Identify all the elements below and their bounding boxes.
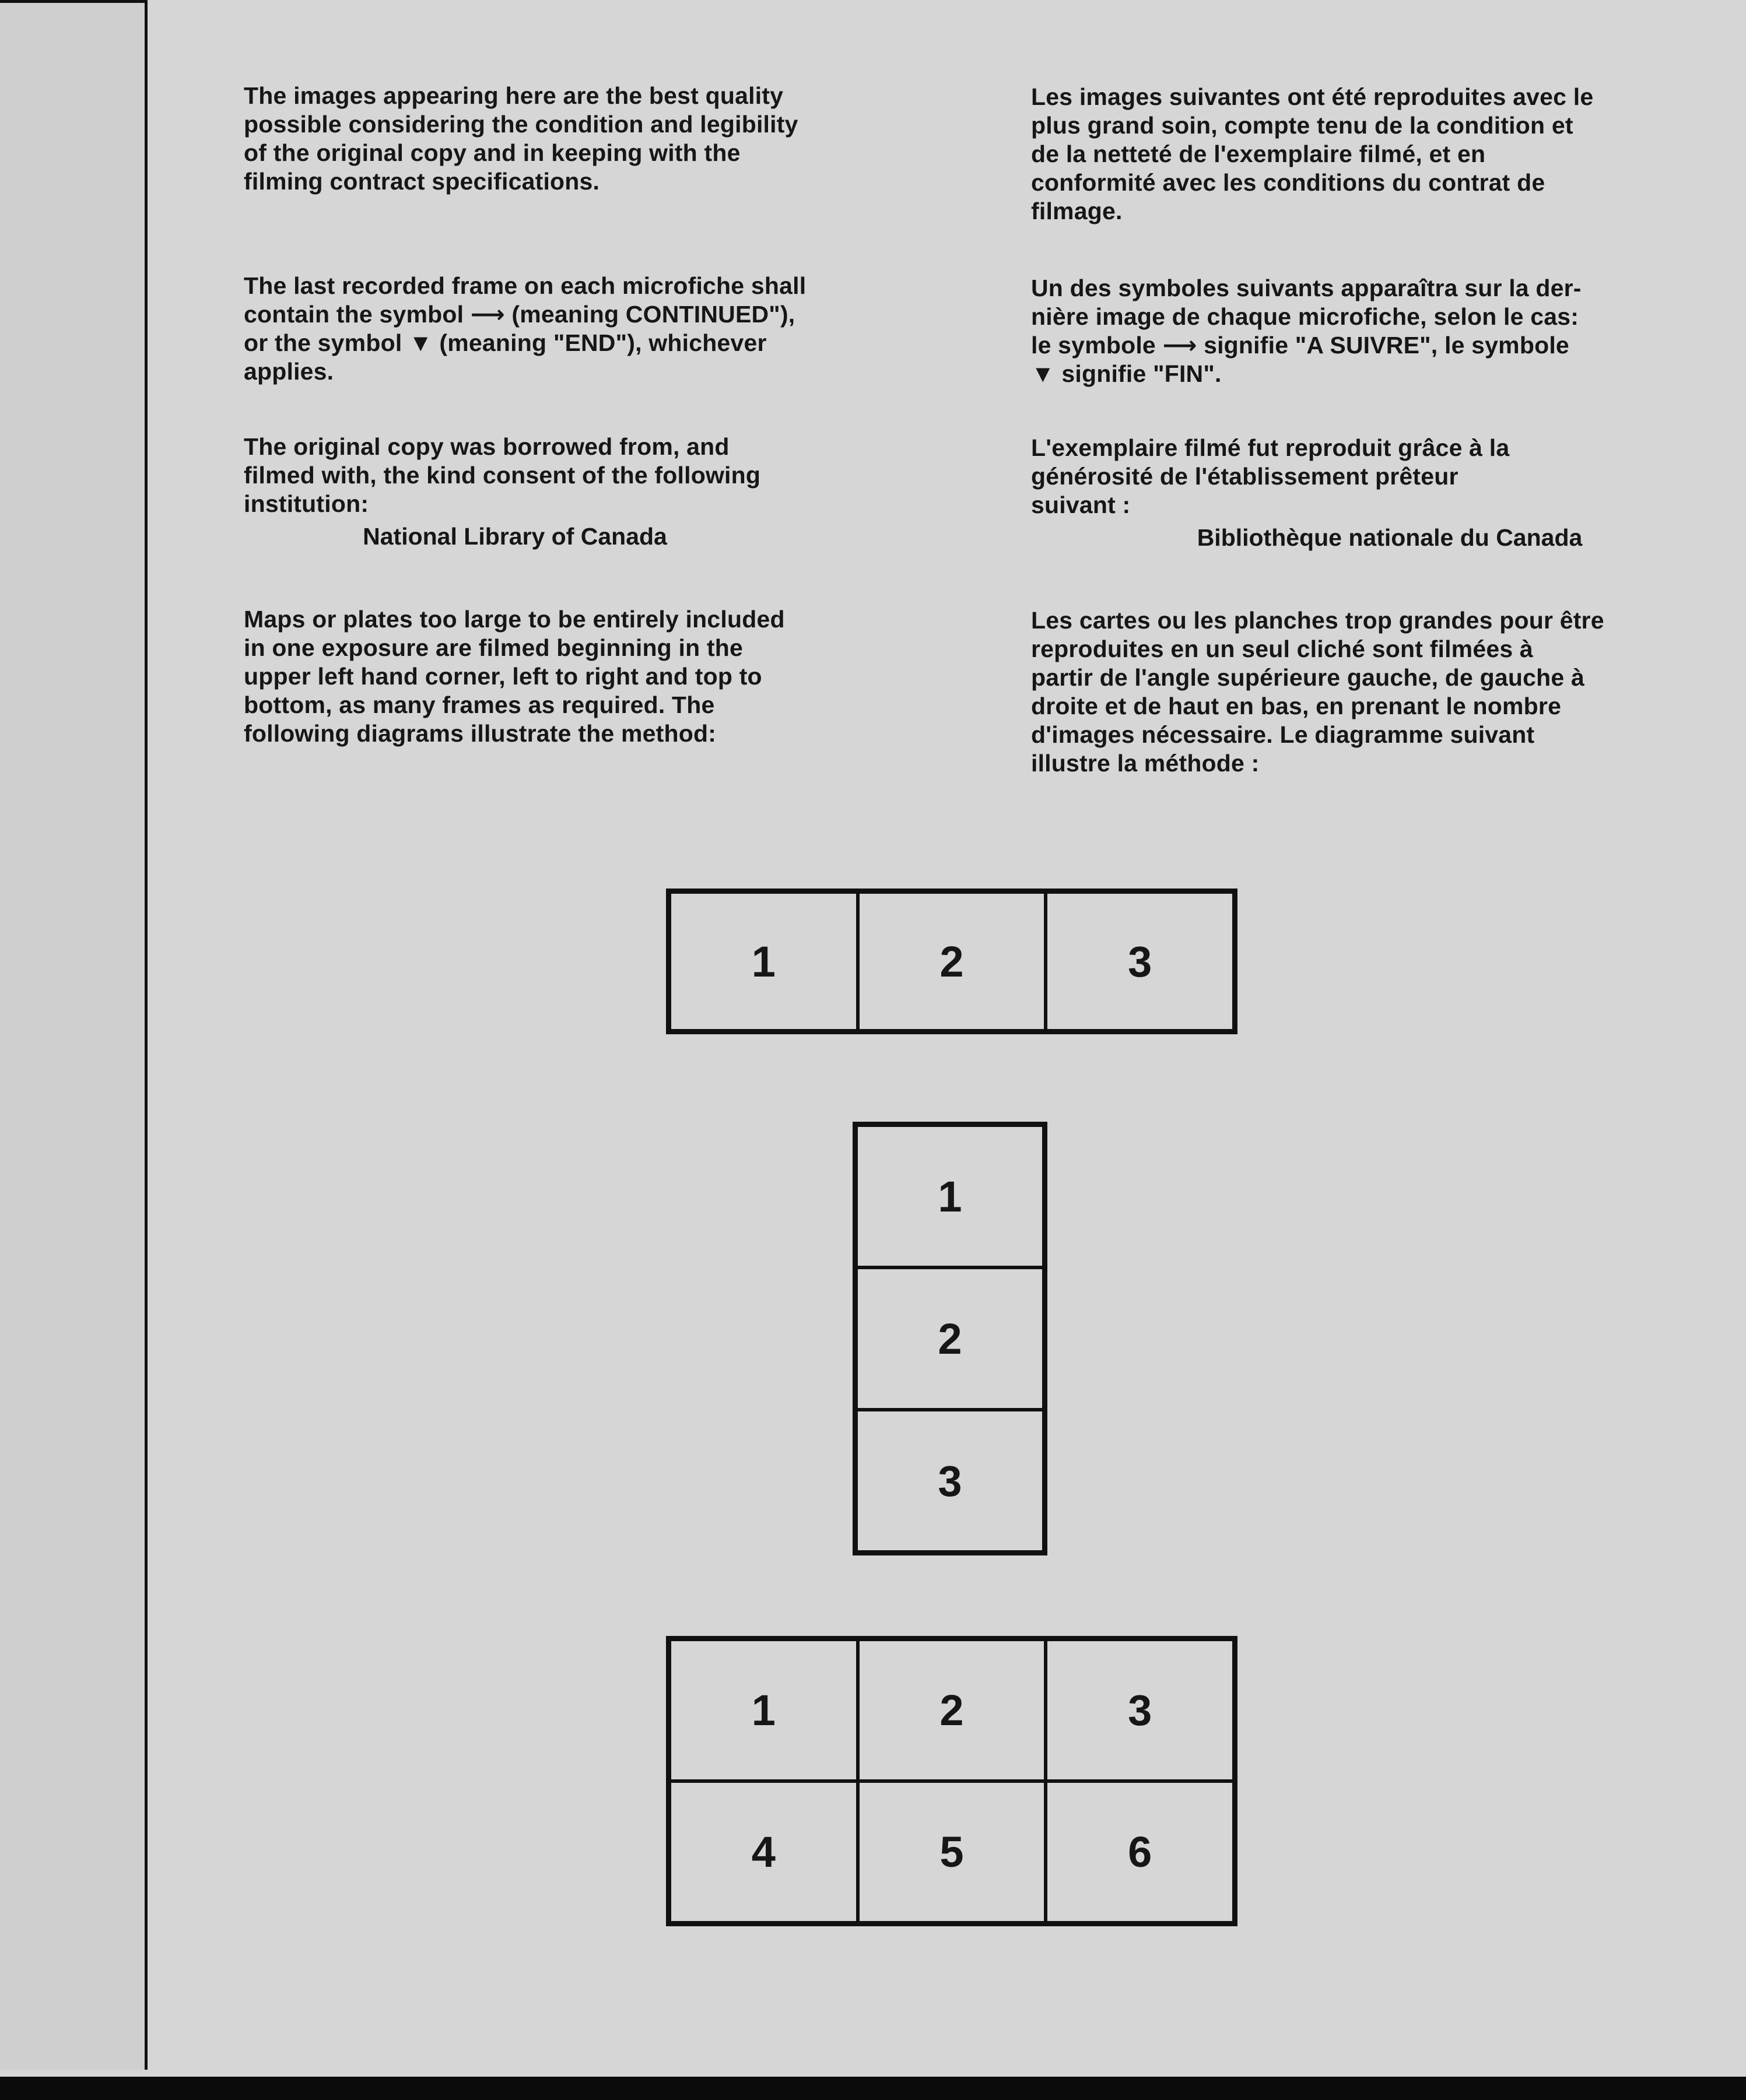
english-institution-name: National Library of Canada: [363, 523, 667, 550]
english-lender-paragraph: The original copy was borrowed from, and filmed with, the kind consent of the following institution:: [244, 433, 761, 517]
left-film-edge: [0, 0, 148, 2070]
frame-cell: 4: [669, 1781, 858, 1923]
french-institution-name: Bibliothèque nationale du Canada: [1197, 524, 1583, 551]
frame-cell: 5: [858, 1781, 1046, 1923]
diagram-vertical-strip: [853, 1122, 1047, 1555]
diagram-two-by-three-grid: [666, 1636, 1237, 1926]
english-quality-paragraph: The images appearing here are the best quality possible considering the condition and legibility of the original copy and in keeping with the filming contract specifications.: [244, 82, 798, 195]
frame-cell: 2: [858, 892, 1046, 1031]
english-method-paragraph: Maps or plates too large to be entirely included in one exposure are filmed beginning in the upper left hand corner, left to right and top to bottom, as many frames as required. The following diagrams illustrate the method:: [244, 606, 785, 747]
french-method-paragraph: Les cartes ou les planches trop grandes pour être reproduites en un seul cliché sont filmées à partir de l'angle supérieure gauche, de gauche à droite et de haut en bas, en prenant le nombre d'images nécessaire. Le diagramme suivant illustre la méthode :: [1031, 607, 1604, 777]
english-symbol-paragraph: The last recorded frame on each microfiche shall contain the symbol ⟶ (meaning CONTINUED"), or the symbol ▼ (meaning "END"), whichever applies.: [244, 272, 807, 385]
frame-cell: 1: [856, 1125, 1044, 1267]
french-quality-paragraph: Les images suivantes ont été reproduites avec le plus grand soin, compte tenu de la condition et de la netteté de l'exemplaire filmé, et en conformité avec les conditions du contrat de filmage.: [1031, 83, 1594, 224]
frame-cell: 1: [669, 892, 858, 1031]
frame-cell: 1: [669, 1639, 858, 1781]
french-lender-paragraph: L'exemplaire filmé fut reproduit grâce à la générosité de l'établissement prêteur suivant :: [1031, 434, 1510, 518]
frame-cell: 2: [858, 1639, 1046, 1781]
bottom-film-band: [0, 2077, 1746, 2100]
frame-cell: 3: [856, 1410, 1044, 1552]
frame-cell: 3: [1046, 1639, 1234, 1781]
frame-cell: 2: [856, 1267, 1044, 1410]
frame-cell: 3: [1046, 892, 1234, 1031]
diagram-horizontal-strip: [666, 889, 1237, 1034]
french-symbol-paragraph: Un des symboles suivants apparaîtra sur la der- nière image de chaque microfiche, selon le cas: le symbole ⟶ signifie "A SUIVRE", le symbole ▼ signifie "FIN".: [1031, 275, 1582, 387]
top-edge-rule: [0, 0, 145, 3]
frame-cell: 6: [1046, 1781, 1234, 1923]
